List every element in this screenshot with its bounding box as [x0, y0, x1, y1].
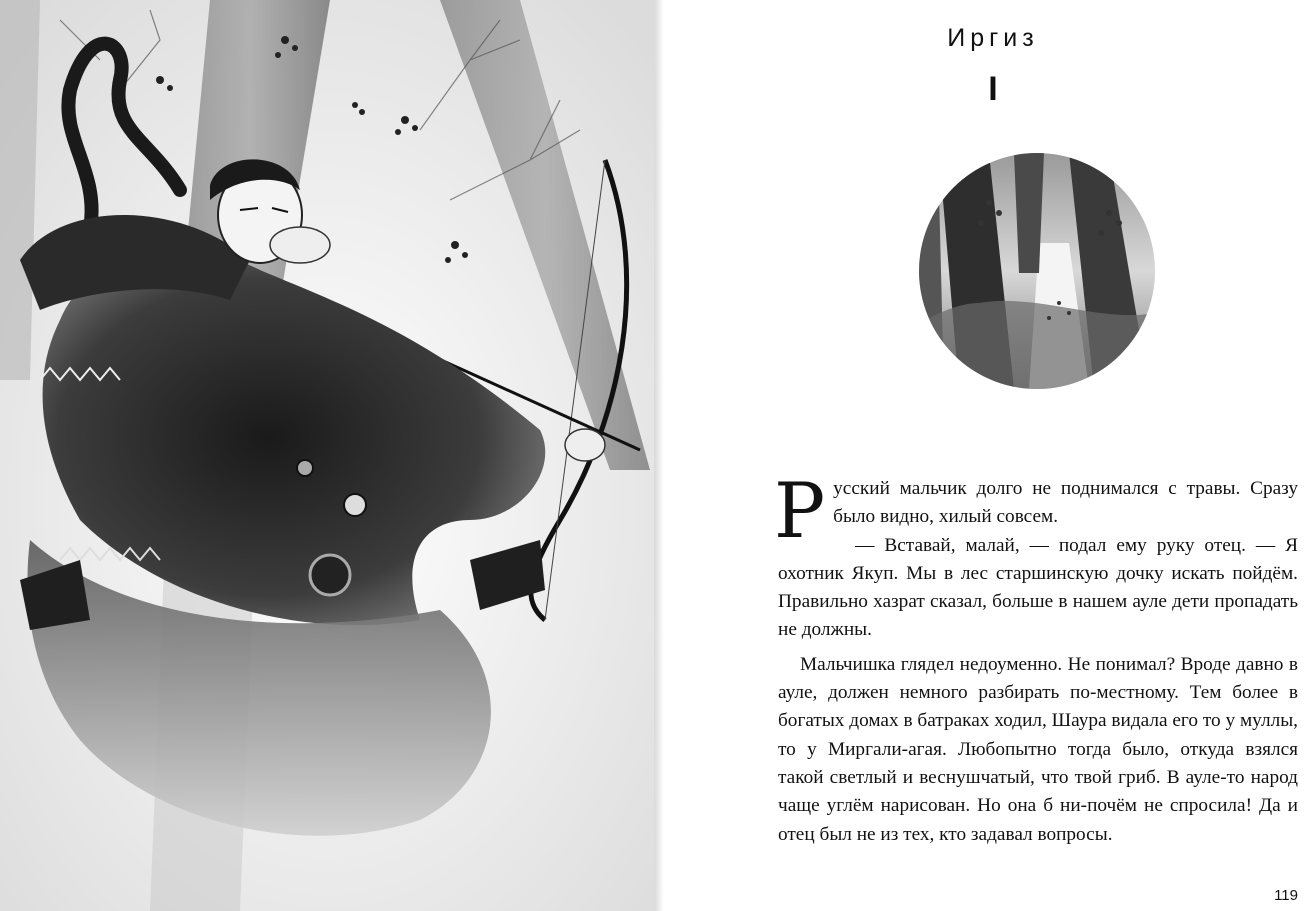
drop-cap: Р — [774, 466, 826, 555]
text-page — [664, 0, 1310, 911]
illustration-page — [0, 0, 654, 911]
chapter-body — [774, 466, 1298, 849]
chapter-number: I — [988, 70, 998, 108]
paragraph: Мальчишка глядел недоуменно. Не понимал? Вроде давно в ауле, должен немного разбирать по-местному. Тем более в богатых домах в батраках ходил, Шаура видала его то у муллы, то у Миргали-агая. Любопытно тогда было, откуда взялся такой светлый и веснушчатый, что твой гриб. В ауле-то народ чаще углём нарисован. Но она б ни-почём не спросила! Да и отец был не из тех, кто задавал вопросы. — [778, 653, 1298, 845]
paragraph — [774, 466, 1298, 555]
paragraph: — Вставай, малай, — подал ему руку отец. — Я охотник Якуп. Мы в лес старшинскую дочку искать пойдём. Правильно хазрат сказал, больше в нашем ауле дети пропадать не должны. — [778, 534, 1298, 641]
archer-icon — [0, 0, 654, 911]
paragraph-text: усский мальчик долго не поднимался с травы. Сразу было видно, хилый совсем. — [833, 478, 1298, 528]
book-gutter — [654, 0, 664, 911]
page-number: 119 — [1274, 887, 1298, 904]
forest-vignette-icon — [919, 153, 1155, 389]
chapter-title: Иргиз — [947, 24, 1039, 52]
